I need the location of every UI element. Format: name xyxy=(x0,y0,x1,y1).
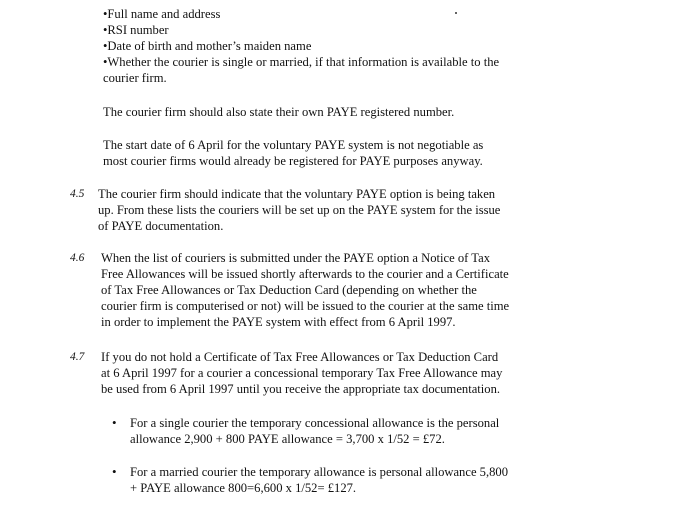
section-4-6-text: When the list of couriers is submitted under the PAYE option a Notice of Tax Free Allowances will be issued shortly afterwards to the courier and a Certificate of Tax Free Allowances or Tax Deduction Card (depending on whether the courier firm is computerised or not) will be issued to the courier at the same time in order to implement the PAYE system with effect from 6 April 1997. xyxy=(101,251,510,329)
section-number: 4.7 xyxy=(70,351,85,363)
section-4-7-text: If you do not hold a Certificate of Tax Free Allowances or Tax Deduction Card at 6 April 1997 for a courier a concessional temporary Tax Free Allowance may be used from 6 April 1997 until you receive the appropriate tax documentation. xyxy=(101,350,503,396)
paragraph-paye-number: The courier firm should also state their own PAYE registered number. xyxy=(103,105,455,119)
bullet-icon: • xyxy=(112,464,117,479)
paragraph-start-date: The start date of 6 April for the voluntary PAYE system is not negotiable as most courier firms would already be registered for PAYE purposes anyway. xyxy=(103,138,484,168)
bullet-single-courier: For a single courier the temporary concessional allowance is the personal allowance 2,900 + 800 PAYE allowance = 3,700 x 1/52 = £72. xyxy=(130,416,500,446)
bullet-icon: • xyxy=(112,415,117,430)
section-number: 4.5 xyxy=(70,188,85,200)
section-number: 4.6 xyxy=(70,252,85,264)
scan-speck xyxy=(455,12,457,14)
list-item: •RSI number xyxy=(103,23,169,37)
list-item: •Full name and address xyxy=(103,7,221,21)
list-item: •Date of birth and mother’s maiden name xyxy=(103,39,312,53)
list-item: courier firm. xyxy=(103,71,167,85)
section-4-5-text: The courier firm should indicate that the voluntary PAYE option is being taken up. From these lists the couriers will be set up on the PAYE system for the issue of PAYE documentation. xyxy=(98,187,501,233)
bullet-married-courier: For a married courier the temporary allowance is personal allowance 5,800 + PAYE allowance 800=6,600 x 1/52= £127. xyxy=(130,465,509,495)
details-list xyxy=(103,6,499,86)
list-item: •Whether the courier is single or married, if that information is available to the xyxy=(103,55,500,69)
